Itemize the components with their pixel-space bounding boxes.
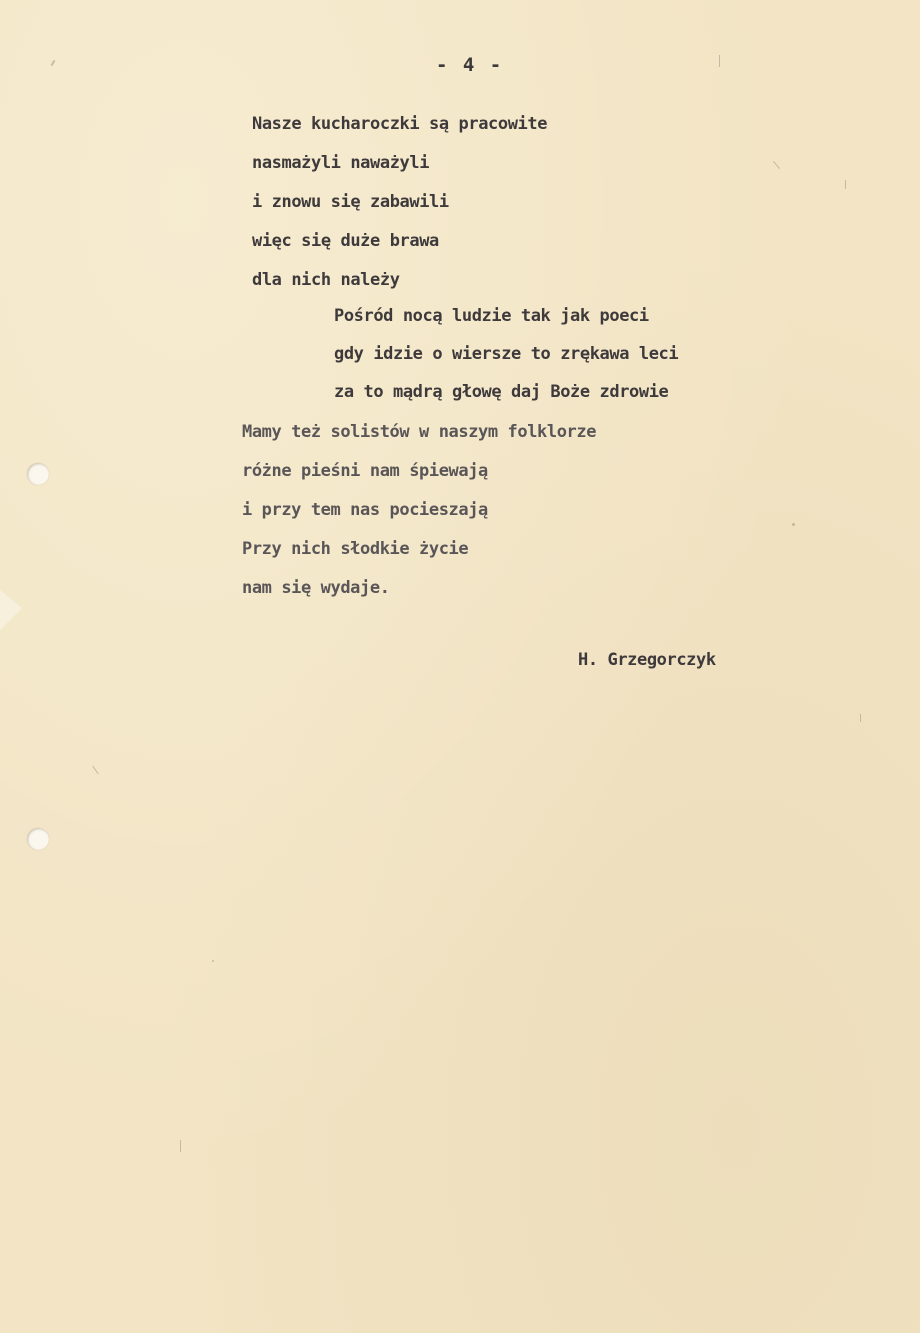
paper-speck	[92, 766, 99, 775]
poem-line: więc się duże brawa	[252, 231, 439, 251]
poem-line: Mamy też solistów w naszym folklorze	[242, 422, 597, 442]
punch-hole-top	[27, 463, 49, 485]
punch-hole-bottom	[27, 828, 49, 850]
paper-speck	[51, 60, 56, 66]
paper-speck	[719, 55, 720, 67]
poem-line: Przy nich słodkie życie	[242, 539, 469, 559]
paper-speck	[845, 180, 846, 189]
paper-speck	[792, 523, 795, 526]
paper-speck	[212, 960, 214, 962]
paper-speck	[860, 714, 861, 722]
paper-speck	[180, 1140, 181, 1152]
poem-line: i przy tem nas pocieszają	[242, 500, 488, 520]
author-signature: H. Grzegorczyk	[578, 650, 716, 670]
poem-line: gdy idzie o wiersze to zrękawa leci	[334, 344, 679, 364]
poem-line: Pośród nocą ludzie tak jak poeci	[334, 306, 649, 326]
paper-edge-tear	[0, 590, 22, 630]
poem-line: różne pieśni nam śpiewają	[242, 461, 488, 481]
paper-speck	[773, 161, 780, 169]
poem-line: nam się wydaje.	[242, 578, 390, 598]
page-number: - 4 -	[436, 54, 504, 76]
poem-line: nasmażyli naważyli	[252, 153, 430, 173]
poem-line: za to mądrą głowę daj Boże zdrowie	[334, 382, 669, 402]
poem-line: i znowu się zabawili	[252, 192, 449, 212]
poem-line: dla nich należy	[252, 270, 400, 290]
poem-line: Nasze kucharoczki są pracowite	[252, 114, 548, 134]
